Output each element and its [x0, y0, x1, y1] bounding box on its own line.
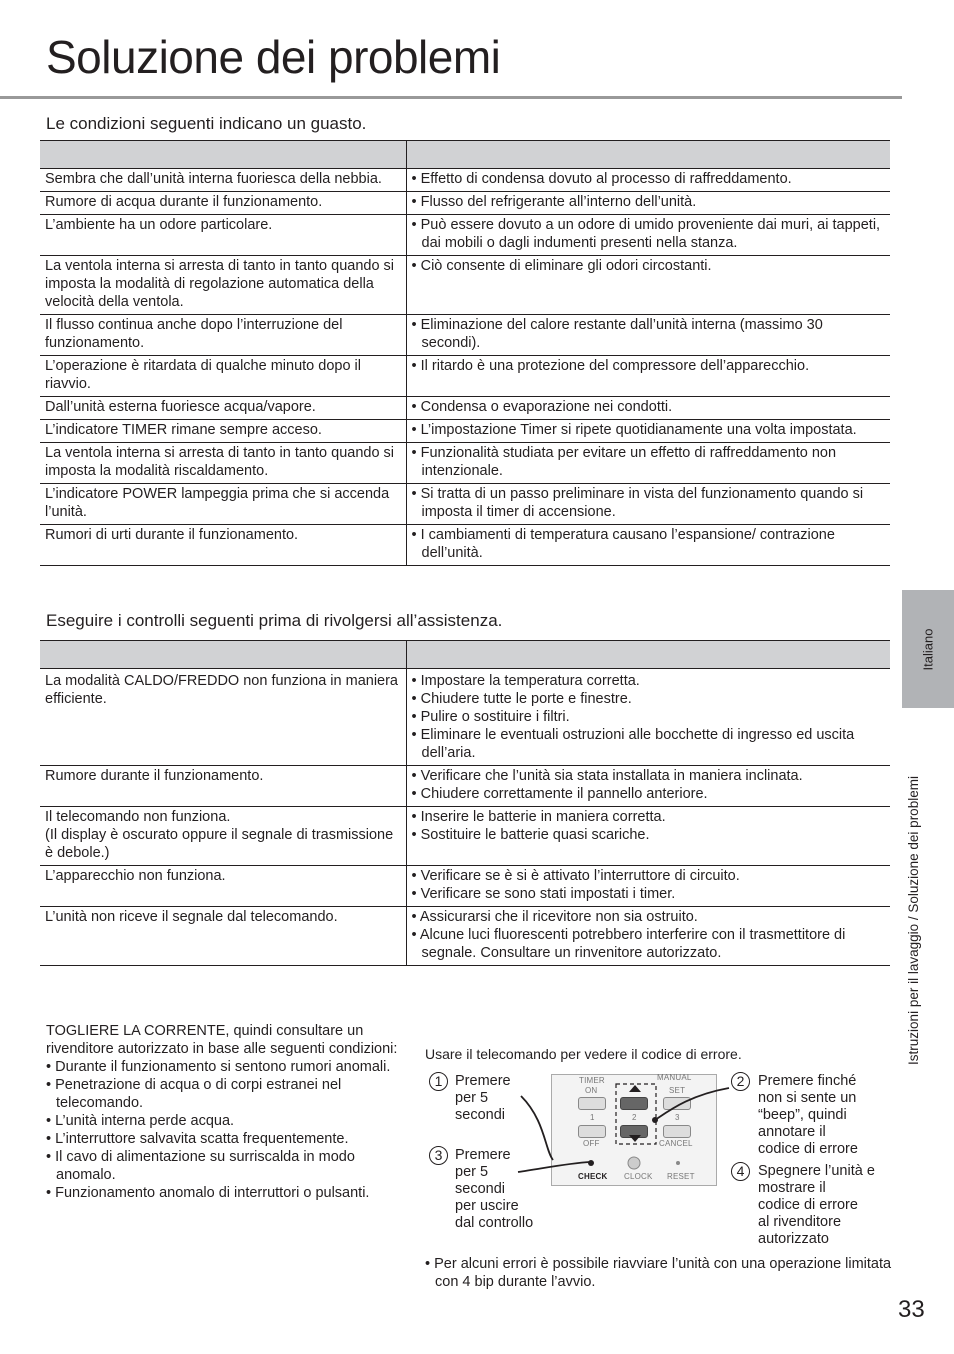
step-number: 3 [429, 1146, 448, 1165]
remote-label-check: CHECK [578, 1172, 608, 1181]
power-off-item: • Funzionamento anomalo di interruttori o pulsanti. [46, 1184, 406, 1202]
remote-label-2: 2 [632, 1113, 637, 1122]
section-heading-symptoms: Le condizioni seguenti indicano un guasto. [46, 114, 367, 133]
cause-item: • Flusso del refrigerante all’interno dell’unità. [412, 193, 886, 211]
cause-item: • Alcune luci fluorescenti potrebbero interferire con il trasmettitore di segnale. Consultare un rinvenitore autorizzato. [412, 926, 886, 962]
cause-item: • Funzionalità studiata per evitare un effetto di raffreddamento non intenzionale. [412, 444, 886, 480]
cause-item: • Ciò consente di eliminare gli odori circostanti. [412, 257, 886, 275]
power-off-item: • L’unità interna perde acqua. [46, 1112, 406, 1130]
cause-item: • Chiudere correttamente il pannello anteriore. [412, 785, 886, 803]
remote-label-3: 3 [675, 1113, 680, 1122]
step-number: 2 [731, 1072, 750, 1091]
step-2-text: Premere finché non si sente un “beep”, quindi annotare il codice di errore [758, 1073, 858, 1157]
condition-cell: Il telecomando non funziona. (Il display è oscurato oppure il segnale di trasmissione è debole.) [40, 807, 406, 866]
condition-cell: Sembra che dall’unità interna fuoriesca della nebbia. [40, 169, 406, 192]
error-code-intro: Usare il telecomando per vedere il codice di errore. [425, 1046, 742, 1062]
page-number: 33 [898, 1296, 925, 1323]
remote-label-clock: CLOCK [624, 1172, 653, 1181]
section-nav [893, 720, 933, 1120]
cause-item: • Inserire le batterie in maniera corretta. [412, 808, 886, 826]
remote-label-set: SET [669, 1086, 686, 1095]
leader-dot [652, 1117, 658, 1123]
cause-item: • I cambiamenti di temperatura causano l’espansione/ contrazione dell’unità. [412, 526, 886, 562]
condition-cell: L’ambiente ha un odore particolare. [40, 215, 406, 256]
cause-item: • Impostare la temperatura corretta. [412, 672, 886, 690]
language-tab-text: Italiano [920, 628, 936, 670]
condition-cell: L’apparecchio non funziona. [40, 866, 406, 907]
remote-label-1: 1 [590, 1113, 595, 1122]
step-1-text: Premere per 5 secondi [455, 1073, 511, 1123]
condition-cell: Rumori di urti durante il funzionamento. [40, 525, 406, 566]
leader-line-step3 [518, 1162, 590, 1172]
cause-item: • Sostituire le batterie quasi scariche. [412, 826, 886, 844]
remote-label-manual: MANUAL [657, 1073, 692, 1082]
cause-item: • Verificare se sono stati impostati i timer. [412, 885, 886, 903]
power-off-item: • Il cavo di alimentazione su surriscalda in modo anomalo. [46, 1148, 406, 1184]
cause-item: • Pulire o sostituire i filtri. [412, 708, 886, 726]
step-3-text: Premere per 5 secondi per uscire dal controllo [455, 1147, 534, 1231]
cause-item: • Il ritardo è una protezione del compressore dell’apparecchio. [412, 357, 886, 375]
power-off-item: • Durante il funzionamento si sentono rumori anomali. [46, 1058, 406, 1076]
page-title: Soluzione dei problemi [46, 31, 501, 83]
leader-line-step1 [521, 1096, 553, 1160]
remote-label-reset: RESET [667, 1172, 695, 1181]
step-number: 4 [731, 1162, 750, 1181]
condition-cell: L’indicatore POWER lampeggia prima che si accenda l’unità. [40, 484, 406, 525]
cause-item: • Si tratta di un passo preliminare in vista del funzionamento quando si imposta il timer di accensione. [412, 485, 886, 521]
condition-cell: L’operazione è ritardata di qualche minuto dopo il riavvio. [40, 356, 406, 397]
remote-label-off: OFF [583, 1139, 600, 1148]
step-4-text: Spegnere l’unità e mostrare il codice di errore al rivenditore autorizzato [758, 1163, 875, 1247]
condition-cell: Rumore durante il funzionamento. [40, 766, 406, 807]
error-note-item: • Per alcuni errori è possibile riavviare l’unità con una operazione limitata con 4 bip durante l’avvio. [425, 1255, 895, 1291]
cause-item: • Condensa o evaporazione nei condotti. [412, 398, 886, 416]
condition-cell: Dall’unità esterna fuoriesce acqua/vapore. [40, 397, 406, 420]
power-off-intro: TOGLIERE LA CORRENTE, quindi consultare un rivenditore autorizzato in base alle seguenti condizioni: [46, 1023, 398, 1057]
power-off-item: • L’interruttore salvavita scatta frequentemente. [46, 1130, 406, 1148]
remote-label-timer: TIMER [579, 1076, 605, 1085]
remote-label-cancel: CANCEL [659, 1139, 693, 1148]
section-heading-checks: Eseguire i controlli seguenti prima di rivolgersi all’assistenza. [46, 611, 503, 630]
condition-cell: Rumore di acqua durante il funzionamento. [40, 192, 406, 215]
condition-cell: L’indicatore TIMER rimane sempre acceso. [40, 420, 406, 443]
section-nav-text: Istruzioni per il lavaggio / Soluzione dei problemi [905, 775, 921, 1065]
cause-item: • Effetto di condensa dovuto al processo di raffreddamento. [412, 170, 886, 188]
condition-cell: L’unità non riceve il segnale dal telecomando. [40, 907, 406, 966]
condition-cell: La ventola interna si arresta di tanto in tanto quando si imposta la modalità riscaldamento. [40, 443, 406, 484]
error-note [425, 1255, 895, 1291]
cause-item: • Eliminare le eventuali ostruzioni alle bocchette di ingresso ed uscita dell’aria. [412, 726, 886, 762]
remote-label-on: ON [585, 1086, 598, 1095]
cause-item: • Eliminazione del calore restante dall’unità interna (massimo 30 secondi). [412, 316, 886, 352]
condition-cell: La modalità CALDO/FREDDO non funziona in maniera efficiente. [40, 669, 406, 766]
cause-item: • Può essere dovuto a un odore di umido proveniente dai muri, ai tappeti, dai mobili o dagli indumenti presenti nella stanza. [412, 216, 886, 252]
cause-item: • Verificare se è si è attivato l’interruttore di circuito. [412, 867, 886, 885]
language-tab-label [902, 590, 954, 708]
step-number: 1 [429, 1072, 448, 1091]
cause-item: • Chiudere tutte le porte e finestre. [412, 690, 886, 708]
condition-cell: La ventola interna si arresta di tanto in tanto quando si imposta la modalità di regolazione automatica della velocità della ventola. [40, 256, 406, 315]
cause-item: • Verificare che l’unità sia stata installata in maniera inclinata. [412, 767, 886, 785]
condition-cell: Il flusso continua anche dopo l’interruzione del funzionamento. [40, 315, 406, 356]
cause-item: • Assicurarsi che il ricevitore non sia ostruito. [412, 908, 886, 926]
cause-item: • L’impostazione Timer si ripete quotidianamente una volta impostata. [412, 421, 886, 439]
power-off-item: • Penetrazione di acqua o di corpi estranei nel telecomando. [46, 1076, 406, 1112]
leader-line-step2 [655, 1088, 729, 1120]
